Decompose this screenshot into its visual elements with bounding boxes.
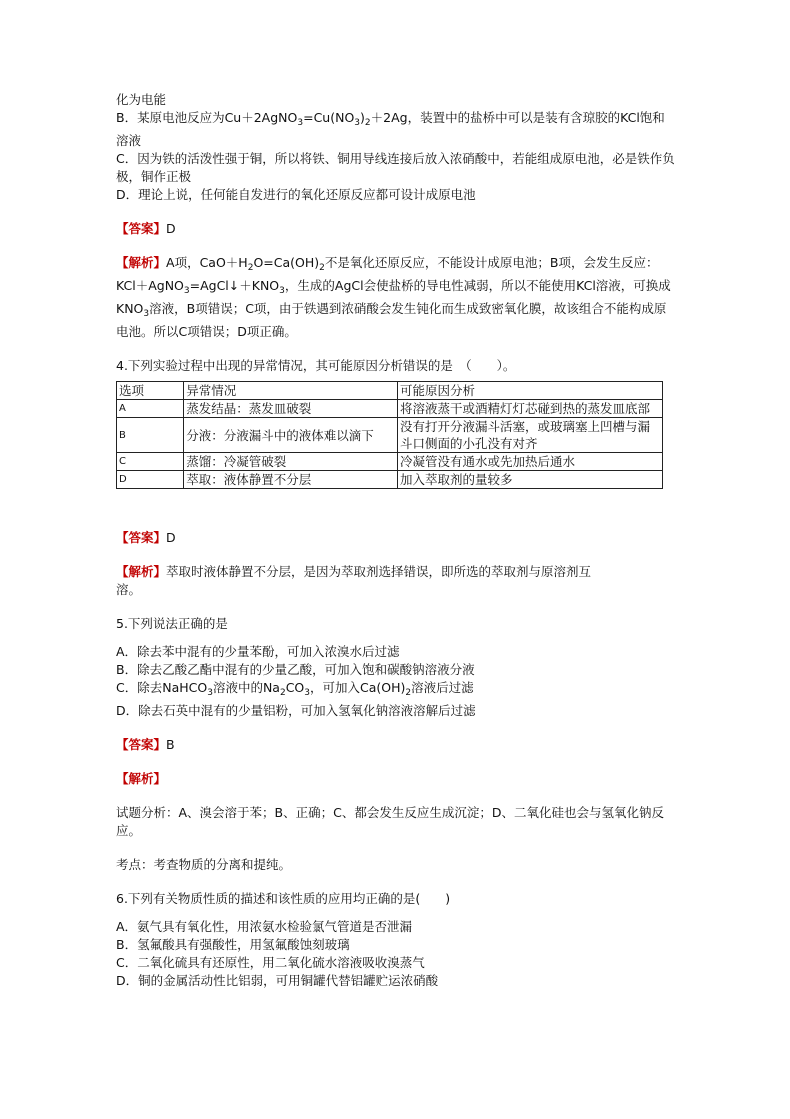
q5-stem: 5.下列说法正确的是 xyxy=(116,616,228,631)
answer-tag: 【答案】 xyxy=(116,221,167,236)
q3-option-d: D．理论上说，任何能自发进行的氧化还原反应都可设计成原电池 xyxy=(116,187,476,202)
table-cell: 分液：分液漏斗中的液体难以滴下 xyxy=(184,418,398,453)
table-cell: 加入萃取剂的量较多 xyxy=(398,471,663,489)
table-cell: 将溶液蒸干或酒精灯灯芯碰到热的蒸发皿底部 xyxy=(398,400,663,418)
q5-answer: 【答案】B xyxy=(116,737,175,752)
table-header-cell: 可能原因分析 xyxy=(398,382,663,400)
analysis-tag: 【解析】 xyxy=(116,255,167,270)
table-cell: 蒸馏：冷凝管破裂 xyxy=(184,453,398,471)
table-cell: C xyxy=(117,453,184,471)
q3-option-b: B．某原电池反应为$Cu+2AgNO_3=Cu(NO_3)_2+2Ag$，装置中的盐桥中可以是装有含琼胶的KCl饱和溶液 xyxy=(116,110,665,148)
table-cell: 蒸发结晶：蒸发皿破裂 xyxy=(184,400,398,418)
table-header-cell: 选项 xyxy=(117,382,184,400)
table-cell: 冷凝管没有通水或先加热后通水 xyxy=(398,453,663,471)
table-row xyxy=(117,418,663,453)
q5-option-d: D．除去石英中混有的少量铝粉，可加入氢氧化钠溶液溶解后过滤 xyxy=(116,703,476,718)
q6-option-a: A．氨气具有氧化性，用浓氨水检验氯气管道是否泄漏 xyxy=(116,919,413,934)
analysis-tag: 【解析】 xyxy=(116,564,167,579)
q4-analysis: 【解析】萃取时液体静置不分层，是因为萃取剂选择错误，即所选的萃取剂与原溶剂互溶。 xyxy=(116,564,592,597)
table-row xyxy=(117,471,663,489)
table-row xyxy=(117,400,663,418)
q5-analysis-label xyxy=(116,770,676,788)
table-cell: D xyxy=(117,471,184,489)
q5-option-c: C．除去NaHCO$_3$溶液中的$Na_2CO_3$，可加入$Ca(OH)_2$溶液后过滤 xyxy=(116,680,474,698)
q3-option-a-tail: 化为电能 xyxy=(116,92,167,107)
answer-tag: 【答案】 xyxy=(116,530,167,545)
answer-tag: 【答案】 xyxy=(116,737,167,752)
q6-option-d: D．铜的金属活动性比铝弱，可用铜罐代替铝罐贮运浓硝酸 xyxy=(116,973,439,988)
q3-option-c: C．因为铁的活泼性强于铜，所以将铁、铜用导线连接后放入浓硝酸中，若能组成原电池，必是铁作负极，铜作正极 xyxy=(116,151,675,184)
q5-analysis: 试题分析：A、溴会溶于苯；B、正确；C、都会发生反应生成沉淀；D、二氧化硅也会与氢氧化钠反应。 xyxy=(116,805,664,838)
table-cell: A xyxy=(117,400,184,418)
q3-analysis: 【解析】A项，$CaO+H_2O=Ca(OH)_2$不是氧化还原反应，不能设计成原电池；B项，会发生反应：$KCl+AgNO_3=AgCl↓+KNO_3$，生成的AgCl会使盐桥的导电性减弱，所以不能使用KCl溶液，可换成$KNO_3$溶液，B项错误；C项，由于铁遇到浓硝酸会发生钝化而生成致密氧化膜，故该组合不能构成原电池。所以C项错误；D项正确。 xyxy=(116,255,671,339)
table-cell: 没有打开分液漏斗活塞，或玻璃塞上凹槽与漏斗口侧面的小孔没有对齐 xyxy=(398,418,663,453)
q5-option-a: A．除去苯中混有的少量苯酚，可加入浓溴水后过滤 xyxy=(116,644,400,659)
table-cell: B xyxy=(117,418,184,453)
document-page xyxy=(116,91,676,990)
q3-answer: 【答案】D xyxy=(116,221,176,236)
q6-option-c: C．二氧化硫具有还原性，用二氧化硫水溶液吸收溴蒸气 xyxy=(116,955,425,970)
q5-option-b: B．除去乙酸乙酯中混有的少量乙酸，可加入饱和碳酸钠溶液分液 xyxy=(116,662,475,677)
table-row xyxy=(117,453,663,471)
table-header-cell: 异常情况 xyxy=(184,382,398,400)
q4-answer: 【答案】D xyxy=(116,530,176,545)
q5-kaodian: 考点：考查物质的分离和提纯。 xyxy=(116,857,292,872)
q6-stem: 6.下列有关物质性质的描述和该性质的应用均正确的是( ) xyxy=(116,891,451,906)
q4-table xyxy=(116,381,663,489)
q4-stem: 4.下列实验过程中出现的异常情况，其可能原因分析错误的是 （ ）。 xyxy=(116,358,516,373)
q6-option-b: B．氢氟酸具有强酸性，用氢氟酸蚀刻玻璃 xyxy=(116,937,350,952)
table-header-row xyxy=(117,382,663,400)
analysis-tag: 【解析】 xyxy=(116,771,167,786)
table-cell: 萃取：液体静置不分层 xyxy=(184,471,398,489)
